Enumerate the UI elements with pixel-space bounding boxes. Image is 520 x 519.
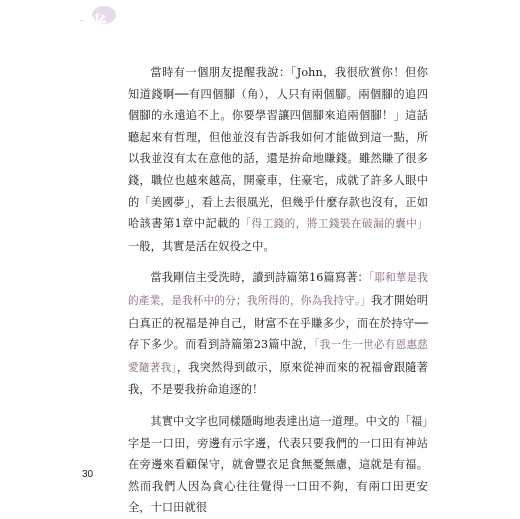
body-text bbox=[128, 62, 428, 519]
scripture-quote: 「耶和華是我的產業，是我杯中的分；我所得的，你為我持守。」 bbox=[128, 272, 428, 307]
paragraph bbox=[128, 411, 428, 519]
scripture-quote: 「得工錢的，將工錢裝在破漏的囊中」 bbox=[240, 218, 428, 231]
paragraph bbox=[128, 267, 428, 401]
paragraph-text: 我才開始明白真正的祝福是神自己，財富不在乎賺多少，而在於持守──存下多少。而看到詩篇第23篇中說， bbox=[128, 293, 428, 352]
paragraph-text: ，我突然得到啟示，原來從神而來的祝福會跟隨著我，不是要我拚命追逐的！ bbox=[128, 360, 428, 397]
paragraph bbox=[128, 62, 428, 257]
scripture-quote: 「我一生一世必有恩惠慈愛隨著我」 bbox=[128, 339, 428, 374]
header-title-glyphs: 興起發光 bbox=[24, 12, 108, 36]
paragraph-text: 當我剛信主受洗時，讀到詩篇第16篇寫著： bbox=[150, 271, 369, 285]
paragraph-text: 當時有一個朋友提醒我說：「John，我很欣賞你！但你知道錢啊──有四個腳（角），人只有兩個腳。兩個腳的追四個腳的永遠追不上。你要學習讓四個腳來追兩個腳！」這話聽起來有哲理，但他並沒有告訴我如何才能做到這一點，所以我並沒有太在意他的話，還是拚命地賺錢。雖然賺了很多錢，職位也越來越高，開豪車，住豪宅，成就了許多人眼中的「美國夢」，看上去很風光，但幾乎什麼存款也沒有，正如哈該書第1章中記載的 bbox=[128, 66, 428, 231]
paragraph-text: 其實中文字也同樣隱晦地表達出這一道理。中文的「福」字是一口田，旁邊有示字邊，代表只要我們的一口田有神站在旁邊來看顧保守，就會豐衣足食無憂無慮，這就是有福。然而我們人因為貪心往往覺得一口田不夠，有兩口田更安全，十口田就很 bbox=[128, 414, 428, 515]
header-title-logo bbox=[20, 4, 130, 40]
header-title-art bbox=[20, 4, 130, 40]
paragraph-text: 一般，其實是活在奴役之中。 bbox=[128, 239, 275, 253]
page-number: 30 bbox=[82, 469, 94, 480]
